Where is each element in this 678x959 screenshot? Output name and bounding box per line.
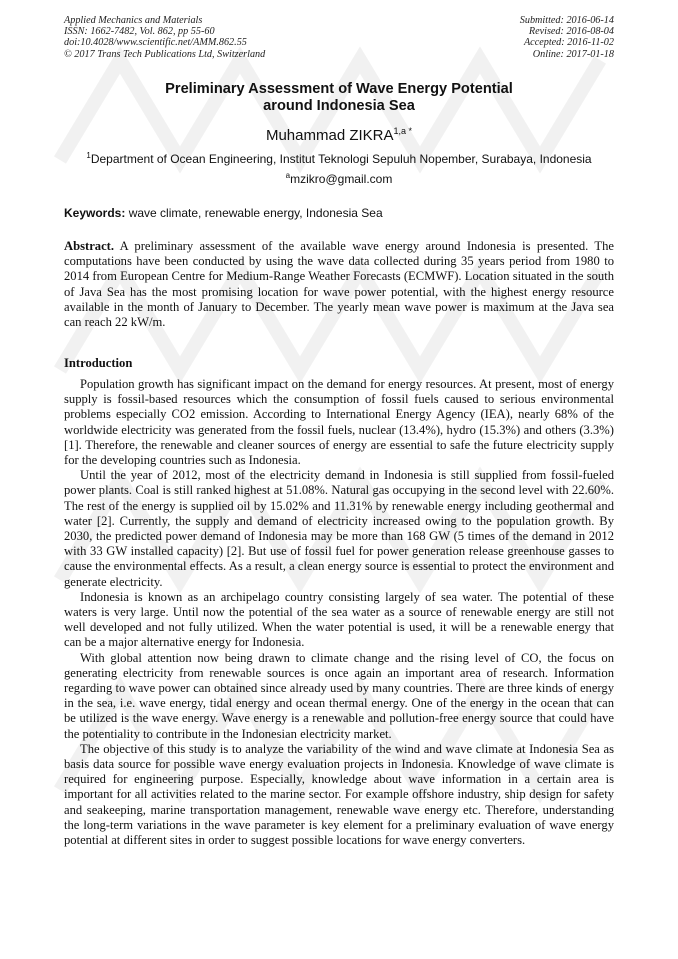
affiliation-superscript: 1 bbox=[86, 151, 91, 160]
intro-paragraph-2: Until the year of 2012, most of the electricity demand in Indonesia is still supplied from fossil-fueled power plants. Coal is still ranked highest at 51.08%. Natural gas occupying in the second level with 22.60%. The rest of the energy is supplied oil by 15.02% and 11.31% by renewable energy including geothermal and water [2]. Currently, the supply and demand of electricity increased owing to the population growth. By 2030, the predicted power demand of Indonesia may be more than 168 GW (5 times of the demand in 2012 with 33 GW installed capacity) [2]. But use of fossil fuel for power generation release greenhouse gasses to cause the environmental effects. As a result, a clean energy source is essential to protect the environment and generate electricity. bbox=[64, 468, 614, 589]
journal-issn: ISSN: 1662-7482, Vol. 862, pp 55-60 bbox=[64, 26, 215, 38]
author-superscript: 1,a * bbox=[393, 126, 413, 136]
paper-title bbox=[64, 81, 614, 115]
intro-paragraph-5: The objective of this study is to analyze the variability of the wind and wave climate at Indonesia Sea as basis data source for possible wave energy evaluation projects in Indonesia. Knowledge of wave climate is required for engineering purpose. Especially, knowledge about wave information in a certain area is important for all activities related to the marine sector. For example offshore industry, ship design for safety and seakeeping, marine transportation management, renewable wave energy etc. Therefore, understanding the long-term variations in the wave parameter is key element for a preliminary evaluation of wave energy potential at different sites in order to suggest possible locations for wave energy converters. bbox=[64, 741, 614, 848]
date-accepted: Accepted: 2016-11-02 bbox=[523, 37, 614, 49]
publication-dates bbox=[520, 15, 614, 60]
keywords-text: wave climate, renewable energy, Indonesia Sea bbox=[125, 206, 383, 220]
journal-info bbox=[64, 15, 265, 60]
author-name: Muhammad ZIKRA bbox=[265, 127, 394, 144]
intro-paragraph-3: Indonesia is known as an archipelago country consisting largely of sea water. The potential of these waters is very large. Until now the potential of the sea water as a source of renewable energy are still not well developed and not fully utilized. When the water potential is used, it will be a renewable energy that can be a major alternative energy for Indonesia. bbox=[64, 589, 614, 650]
title-line-1: Preliminary Assessment of Wave Energy Potential bbox=[165, 81, 513, 97]
journal-name: Applied Mechanics and Materials bbox=[64, 15, 203, 26]
abstract bbox=[64, 239, 614, 330]
title-line-2: around Indonesia Sea bbox=[263, 98, 415, 114]
affiliation bbox=[64, 149, 614, 166]
date-online: Online: 2017-01-18 bbox=[532, 48, 614, 60]
journal-doi[interactable]: doi:10.4028/www.scientific.net/AMM.862.55 bbox=[64, 37, 247, 49]
email-address[interactable]: mzikro@gmail.com bbox=[290, 172, 393, 186]
author-line bbox=[64, 122, 614, 145]
date-revised: Revised: 2016-08-04 bbox=[528, 26, 614, 38]
email-superscript: a bbox=[285, 171, 291, 180]
section-heading-introduction: Introduction bbox=[64, 356, 133, 370]
journal-copyright: © 2017 Trans Tech Publications Ltd, Switzerland bbox=[64, 48, 266, 60]
abstract-text: A preliminary assessment of the available wave energy around Indonesia is presented. The computations have been conducted by using the wave data collected during 35 years period from 1980 to 2014 from European Centre for Medium-Range Weather Forecasts (ECMWF). Location situated in the south of Java Sea has the most promising location for wave power potential, with the highest energy resource available in the month of January to December. The yearly mean wave power is maximum at the Java sea can reach 22 kW/m. bbox=[64, 239, 614, 330]
email-line bbox=[64, 169, 614, 186]
introduction-body bbox=[64, 377, 614, 848]
keywords bbox=[64, 206, 614, 220]
abstract-label: Abstract. bbox=[64, 239, 115, 253]
intro-paragraph-4: With global attention now being drawn to climate change and the rising level of CO, the focus on generating electricity from renewable sources is once again an important area of research. Information regarding to wave power can obtained since already used by many countries. There are three kinds of energy in the sea, i.e. wave energy, tidal energy and ocean thermal energy. One of the energy in the ocean that can be utilized is the wave energy. Wave energy is a renewable and pollution-free energy source that could have the potentiality to contribute in the Indonesian electricity market. bbox=[64, 650, 614, 741]
date-submitted: Submitted: 2016-06-14 bbox=[519, 15, 614, 26]
keywords-label: Keywords: bbox=[64, 206, 126, 220]
intro-paragraph-1: Population growth has significant impact on the demand for energy resources. At present, most of energy supply is fossil-based resources which the consumption of fossil fuels caused to serious environmental problems especially CO2 emission. According to International Energy Agency (IEA), nearly 68% of the worldwide electricity was generated from the fossil fuels, nuclear (13.4%), hydro (15.3%) and others (3.3%) [1]. Therefore, the renewable and cleaner sources of energy are essential to safe the future electricity supply for the developing countries such as Indonesia. bbox=[64, 377, 614, 468]
affiliation-text: Department of Ocean Engineering, Institut Teknologi Sepuluh Nopember, Surabaya, Indonesia bbox=[90, 152, 592, 166]
